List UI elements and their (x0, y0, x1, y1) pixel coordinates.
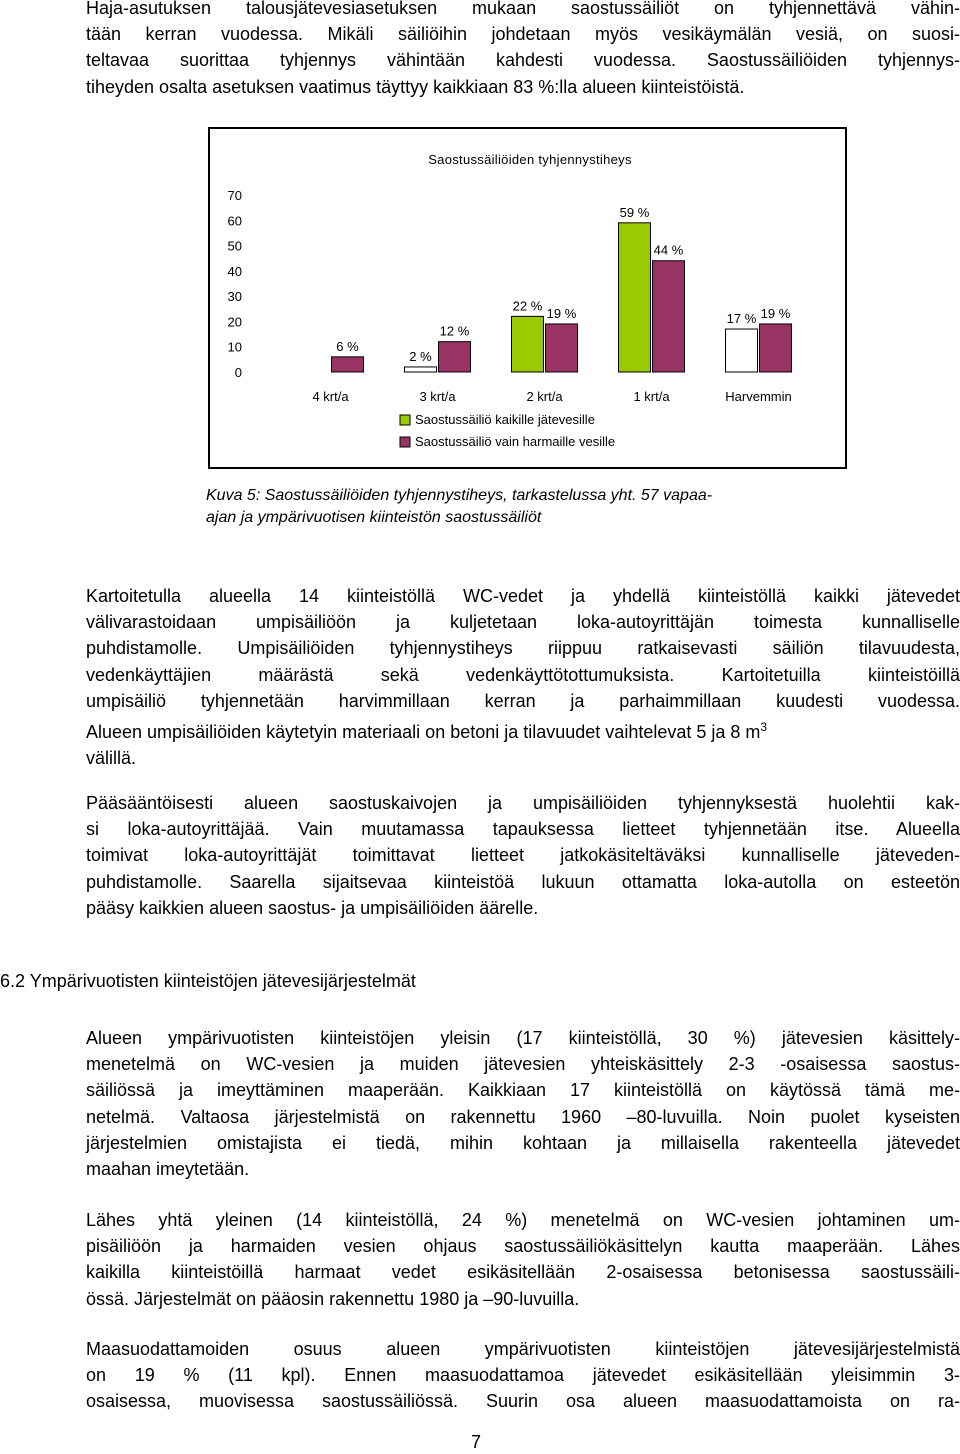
y-tick-label: 50 (227, 238, 242, 254)
body-paragraph (86, 1336, 960, 1415)
legend-swatch (400, 415, 410, 425)
text-line: puhdistamolle. Saarella sijaitsevaa kiinteistöä lukuun ottamatta loka-autolla on esteetön (86, 871, 960, 892)
caption-line: ajan ja ympärivuotisen kiinteistön saostussäiliöt (206, 509, 542, 526)
section-heading: 6.2 Ympärivuotisten kiinteistöjen jätevesijärjestelmät (0, 971, 416, 991)
text-line: pisäiliöön ja harmaiden vesien ohjaus saostussäiliökäsittelyn kautta maaperään. Lähes (86, 1236, 960, 1257)
data-label: 19 % (546, 305, 577, 321)
text-line: tiheyden osalta asetuksen vaatimus täyttyy kaikkiaan 83 %:lla alueen kiinteistöistä. (86, 76, 745, 97)
text-line: vedenkäyttäjien määrästä sekä vedenkäyttötottumuksista. Kartoitetuilla kiinteistöillä (86, 664, 960, 685)
chart-bar (619, 223, 651, 372)
caption-line: Kuva 5: Saostussäiliöiden tyhjennystiheys, tarkastelussa yht. 57 vapaa- (206, 487, 713, 504)
text-line: umpisäiliö tyhjennetään harvimmillaan kerran ja parhaimmillaan kuudesti vuodessa. (86, 690, 960, 711)
chart-bar (512, 316, 544, 372)
data-label: 12 % (439, 323, 470, 339)
y-tick-label: 40 (227, 263, 242, 279)
text-line (86, 714, 960, 745)
text-fragment: Alueen umpisäiliöiden käytetyin materiaali on betoni ja tilavuudet vaihtelevat 5 ja 8 m (86, 722, 761, 743)
data-label: 59 % (619, 204, 650, 220)
text-line: pääsy kaikkien alueen saostus- ja umpisäiliöiden äärelle. (86, 897, 539, 918)
text-line: menetelmä on WC-vesien ja muiden jätevesien yhteiskäsittely 2-3 -osaisessa saostus- (86, 1054, 960, 1075)
chart-bar (332, 357, 364, 372)
body-paragraph (86, 1025, 960, 1182)
data-label: 44 % (653, 242, 684, 258)
y-tick-label: 0 (234, 365, 242, 380)
y-tick-label: 70 (227, 188, 242, 203)
legend-swatch (400, 437, 410, 447)
x-tick-label: 2 krt/a (526, 389, 563, 404)
text-line: kaikilla kiinteistöillä harmaat vedet esikäsitellään 2-osaisessa betonisessa saostussäili- (86, 1262, 960, 1283)
chart-title: Saostussäiliöiden tyhjennystiheys (428, 152, 632, 167)
bar-chart (208, 127, 847, 469)
data-label: 17 % (726, 311, 757, 327)
chart-bar (405, 367, 437, 372)
text-line: maahan imeytetään. (86, 1159, 250, 1180)
text-line: Lähes yhtä yleinen (14 kiinteistöllä, 24 %) menetelmä on WC-vesien johtaminen um- (86, 1210, 960, 1230)
text-line: välillä. (86, 748, 137, 769)
data-label: 2 % (409, 348, 432, 364)
chart-bar (653, 261, 685, 372)
text-line: tään kerran vuodessa. Mikäli säiliöihin johdetaan myös vesikäymälän vesiä, on suosi- (86, 24, 960, 45)
x-tick-label: 3 krt/a (419, 389, 456, 404)
text-line: Kartoitetulla alueella 14 kiinteistöllä WC-vedet ja yhdellä kiinteistöllä kaikki jätevedet (86, 586, 960, 606)
text-line: säiliössä ja imeyttäminen maaperään. Kaikkiaan 17 kiinteistöllä on käytössä tämä me- (86, 1080, 960, 1101)
legend-label: Saostussäiliö vain harmaille vesille (415, 434, 616, 449)
data-label: 6 % (336, 338, 359, 354)
text-line: järjestelmien omistajista ei tiedä, mihin kohtaan ja millaisella rakenteella jätevedet (86, 1132, 960, 1153)
body-paragraph (86, 790, 960, 921)
chart-bar (439, 342, 471, 372)
text-line: Pääsääntöisesti alueen saostuskaivojen ja umpisäiliöiden tyhjennyksestä huolehtii kak- (86, 793, 960, 813)
text-line: netelmä. Valtaosa järjestelmistä on rakennettu 1960 –80-luvuilla. Noin puolet kyseisten (86, 1106, 960, 1127)
chart-bar (726, 329, 758, 372)
figure-caption (206, 485, 712, 529)
text-line: on 19 % (11 kpl). Ennen maasuodattamoa jätevedet esikäsitellään yleisimmin 3- (86, 1365, 960, 1386)
data-label: 19 % (760, 305, 791, 321)
y-tick-label: 20 (227, 314, 242, 330)
body-paragraph (86, 583, 960, 771)
text-line: toimivat loka-autoyrittäjät toimittavat lietteet jatkokäsiteltäväksi kunnalliselle jäteveden- (86, 845, 960, 866)
text-line: osaisessa, muovisessa saostussäiliössä. Suurin osa alueen maasuodattamoista on ra- (86, 1391, 960, 1412)
chart-canvas (210, 129, 849, 471)
x-tick-label: 1 krt/a (633, 389, 670, 404)
chart-bar (546, 324, 578, 372)
text-line: össä. Järjestelmät on pääosin rakennettu 1980 ja –90-luvuilla. (86, 1288, 580, 1309)
text-line: puhdistamolle. Umpisäiliöiden tyhjennystiheys riippuu ratkaisevasti säiliön tilavuudesta, (86, 638, 960, 659)
chart-bar (760, 324, 792, 372)
x-tick-label: Harvemmin (725, 389, 792, 404)
y-tick-label: 30 (227, 289, 242, 305)
y-tick-label: 10 (227, 339, 242, 355)
page-number: 7 (471, 1432, 482, 1452)
text-line: si loka-autoyrittäjää. Vain muutamassa tapauksessa lietteet tyhjennetään itse. Alueella (86, 819, 960, 840)
legend-label: Saostussäiliö kaikille jätevesille (415, 412, 595, 427)
text-line: Alueen ympärivuotisten kiinteistöjen yleisin (17 kiinteistöllä, 30 %) jätevesien käsittely- (86, 1028, 960, 1048)
data-label: 22 % (512, 298, 543, 314)
superscript: 3 (760, 720, 768, 735)
text-line: teltavaa suorittaa tyhjennys vähintään kahdesti vuodessa. Saostussäiliöiden tyhjennys- (86, 50, 960, 71)
intro-paragraph (86, 0, 960, 100)
text-line: Maasuodattamoiden osuus alueen ympärivuotisten kiinteistöjen jätevesijärjestelmistä (86, 1339, 960, 1359)
text-line: Haja-asutuksen talousjätevesiasetuksen mukaan saostussäiliöt on tyhjennettävä vähin- (86, 0, 960, 18)
y-tick-label: 60 (227, 213, 242, 229)
body-paragraph (86, 1207, 960, 1312)
x-tick-label: 4 krt/a (312, 389, 349, 404)
text-line: välivarastoidaan umpisäiliöön ja kuljetetaan loka-autoyrittäjän toimesta kunnalliselle (86, 612, 960, 633)
